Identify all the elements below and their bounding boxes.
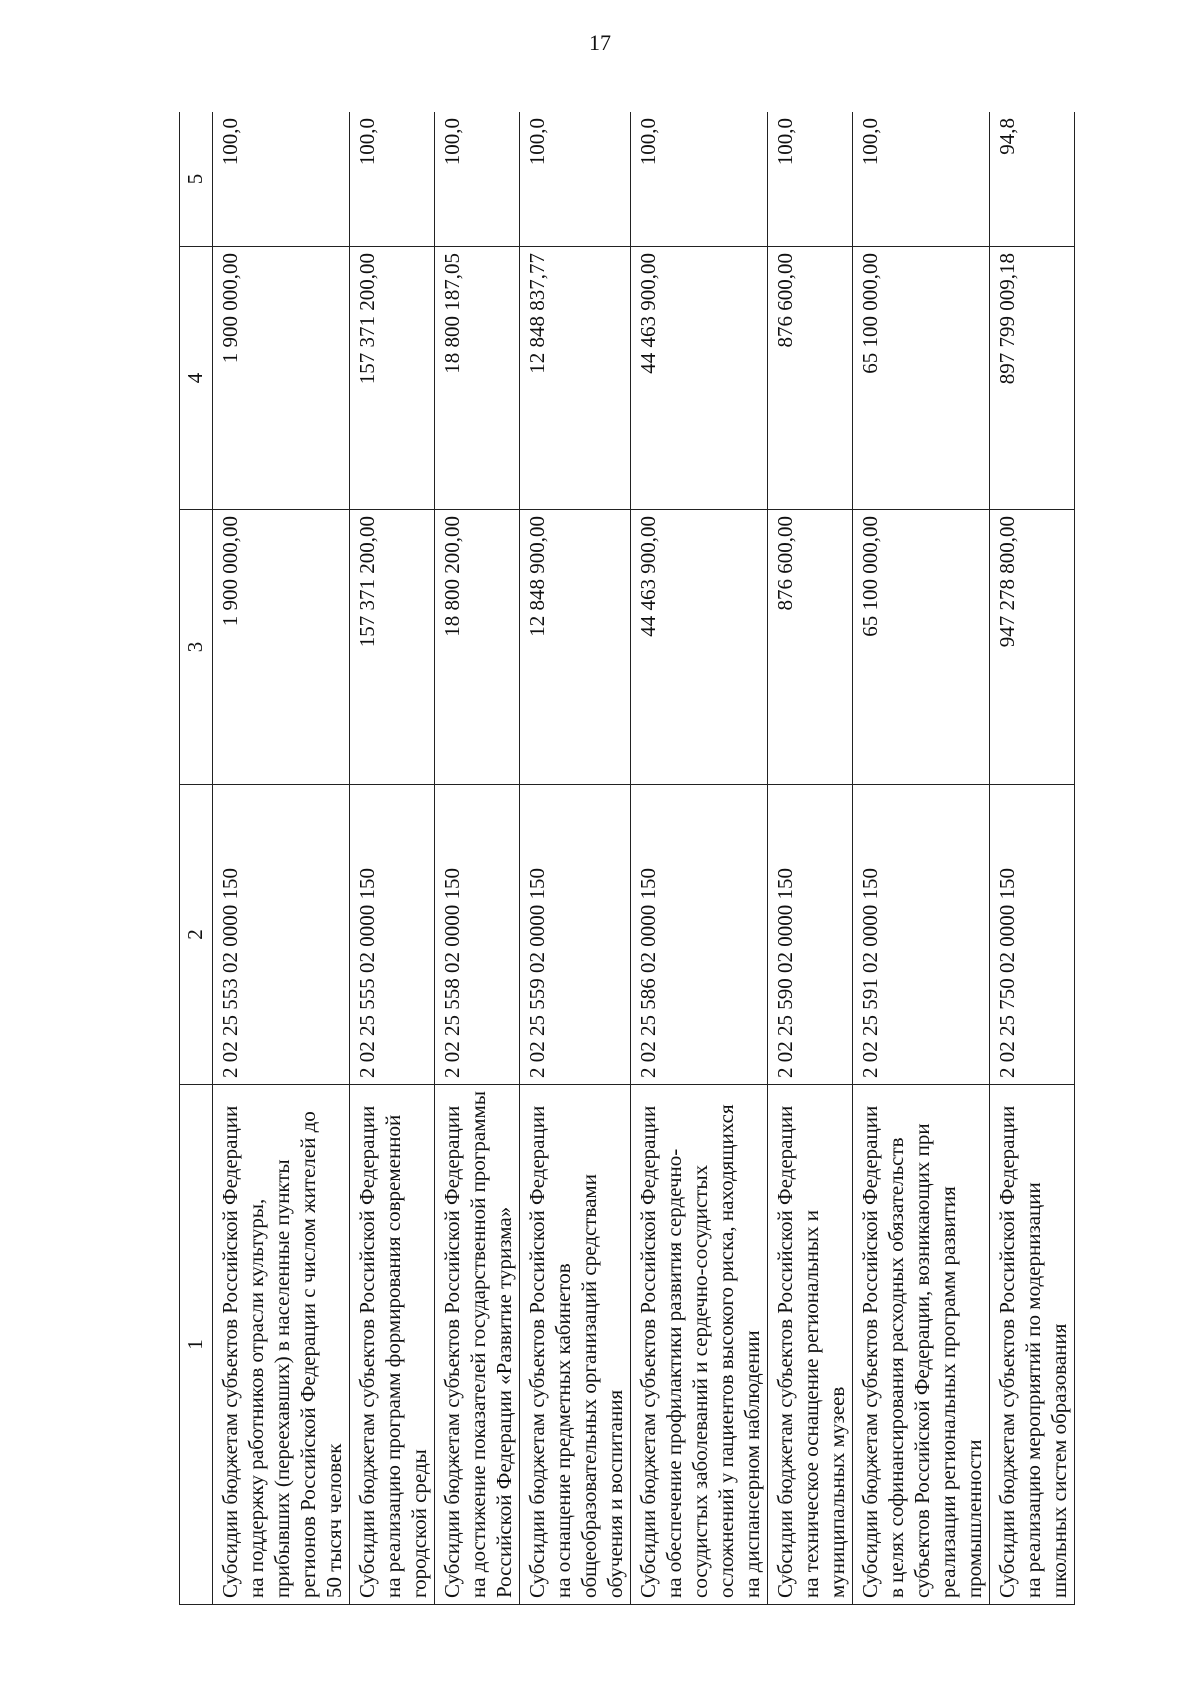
row-planned: 947 278 800,00 xyxy=(990,510,1075,785)
column-header-1: 1 xyxy=(180,1085,213,1605)
row-code: 2 02 25 553 02 0000 150 xyxy=(213,785,350,1085)
column-header-3: 3 xyxy=(180,510,213,785)
row-planned: 18 800 200,00 xyxy=(435,510,520,785)
column-header-4: 4 xyxy=(180,247,213,510)
row-actual: 12 848 837,77 xyxy=(520,247,631,510)
row-code: 2 02 25 555 02 0000 150 xyxy=(350,785,435,1085)
row-name: Субсидии бюджетам субъектов Российской Федерации в целях софинансирования расходных обязательств субъектов Российской Федерации, возникающих при реализации региональных программ развития промышленности xyxy=(853,1085,990,1605)
row-percent: 100,0 xyxy=(853,112,990,247)
row-percent: 100,0 xyxy=(435,112,520,247)
row-actual: 876 600,00 xyxy=(768,247,853,510)
row-code: 2 02 25 558 02 0000 150 xyxy=(435,785,520,1085)
table-header-row xyxy=(180,112,213,1605)
row-name: Субсидии бюджетам субъектов Российской Федерации на техническое оснащение региональных и муниципальных музеев xyxy=(768,1085,853,1605)
row-planned: 44 463 900,00 xyxy=(631,510,768,785)
table-row xyxy=(520,112,631,1605)
row-name: Субсидии бюджетам субъектов Российской Федерации на поддержку работников отрасли культуры, прибывших (переехавших) в населенные пункты регионов Российской Федерации с числом жителей до 50 тысяч человек xyxy=(213,1085,350,1605)
row-planned: 157 371 200,00 xyxy=(350,510,435,785)
page-number: 17 xyxy=(589,30,611,55)
row-percent: 94,8 xyxy=(990,112,1075,247)
row-actual: 1 900 000,00 xyxy=(213,247,350,510)
row-planned: 876 600,00 xyxy=(768,510,853,785)
rotated-table-inner xyxy=(179,112,1099,1605)
row-name: Субсидии бюджетам субъектов Российской Федерации на оснащение предметных кабинетов общеобразовательных организаций средствами обучения и воспитания xyxy=(520,1085,631,1605)
table-row xyxy=(990,112,1075,1605)
table-row xyxy=(350,112,435,1605)
row-code: 2 02 25 591 02 0000 150 xyxy=(853,785,990,1085)
row-actual: 18 800 187,05 xyxy=(435,247,520,510)
row-code: 2 02 25 590 02 0000 150 xyxy=(768,785,853,1085)
row-percent: 100,0 xyxy=(213,112,350,247)
column-header-2: 2 xyxy=(180,785,213,1085)
row-percent: 100,0 xyxy=(768,112,853,247)
table-row xyxy=(435,112,520,1605)
row-actual: 897 799 009,18 xyxy=(990,247,1075,510)
row-code: 2 02 25 559 02 0000 150 xyxy=(520,785,631,1085)
subsidies-table xyxy=(179,112,1075,1605)
row-percent: 100,0 xyxy=(350,112,435,247)
table-row xyxy=(768,112,853,1605)
row-code: 2 02 25 586 02 0000 150 xyxy=(631,785,768,1085)
row-actual: 44 463 900,00 xyxy=(631,247,768,510)
table-row xyxy=(631,112,768,1605)
row-planned: 1 900 000,00 xyxy=(213,510,350,785)
row-planned: 65 100 000,00 xyxy=(853,510,990,785)
row-planned: 12 848 900,00 xyxy=(520,510,631,785)
row-actual: 157 371 200,00 xyxy=(350,247,435,510)
row-name: Субсидии бюджетам субъектов Российской Федерации на обеспечение профилактики развития сердечно-сосудистых заболеваний и сердечно-сосудистых осложнений у пациентов высокого риска, находящихся на диспансерном наблюдении xyxy=(631,1085,768,1605)
row-name: Субсидии бюджетам субъектов Российской Федерации на реализацию программ формирования современной городской среды xyxy=(350,1085,435,1605)
table-row xyxy=(853,112,990,1605)
rotated-table-area xyxy=(179,112,1099,1605)
row-code: 2 02 25 750 02 0000 150 xyxy=(990,785,1075,1085)
row-percent: 100,0 xyxy=(520,112,631,247)
row-actual: 65 100 000,00 xyxy=(853,247,990,510)
row-name: Субсидии бюджетам субъектов Российской Федерации на достижение показателей государственной программы Российской Федерации «Развитие туризма» xyxy=(435,1085,520,1605)
row-percent: 100,0 xyxy=(631,112,768,247)
row-name: Субсидии бюджетам субъектов Российской Федерации на реализацию мероприятий по модернизации школьных систем образования xyxy=(990,1085,1075,1605)
table-row xyxy=(213,112,350,1605)
column-header-5: 5 xyxy=(180,112,213,247)
